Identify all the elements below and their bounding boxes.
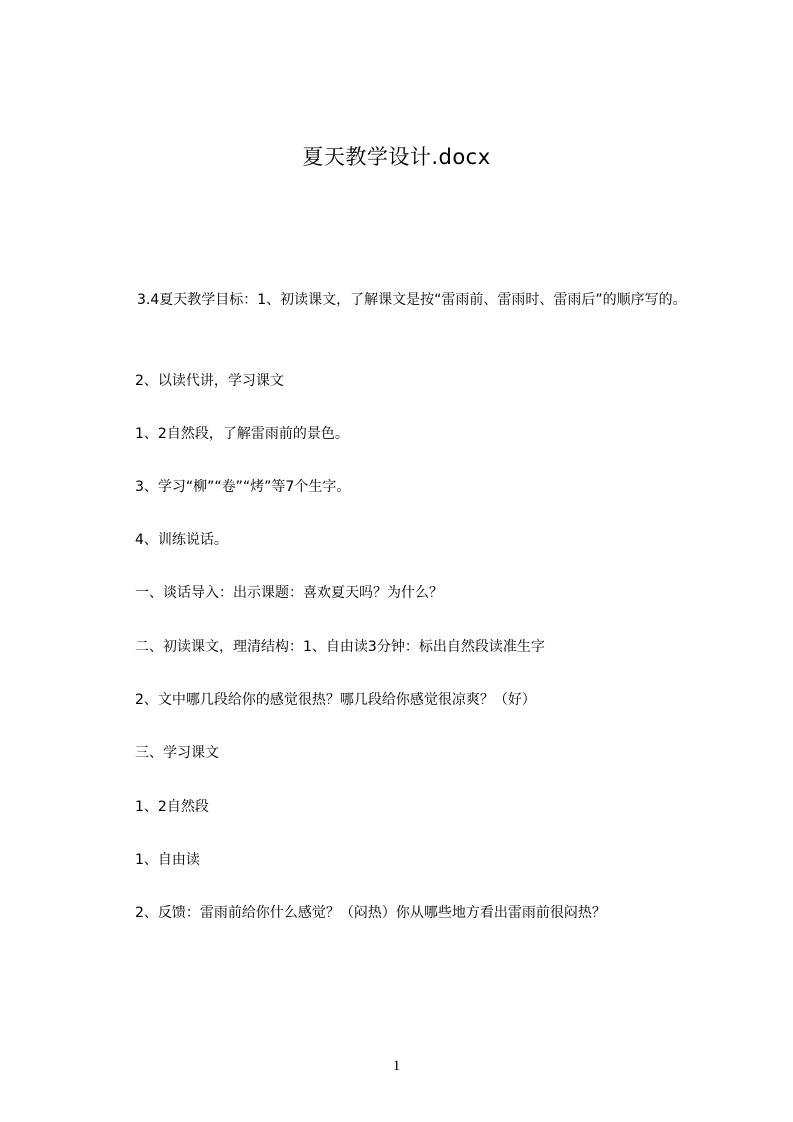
paragraph: 一、谈话导入：出示课题：喜欢夏天吗？为什么？ [135, 585, 443, 601]
paragraph: 1、2自然段，了解雷雨前的景色。 [135, 426, 349, 442]
page-number: 1 [392, 1058, 401, 1074]
paragraph: 3、学习“柳”“卷”“烤”等7个生字。 [135, 479, 351, 495]
paragraph: 2、文中哪几段给你的感觉很热？哪几段给你感觉很凉爽？（好） [135, 692, 536, 708]
paragraph: 1、自由读 [135, 852, 200, 868]
page-title: 夏天教学设计.docx [302, 145, 491, 169]
paragraph: 1、2自然段 [135, 799, 209, 815]
paragraph: 4、训练说话。 [135, 532, 228, 548]
paragraph: 二、初读课文，理清结构：1、自由读3分钟：标出自然段读准生字 [135, 639, 545, 655]
paragraph: 三、学习课文 [135, 745, 219, 761]
paragraph: 2、以读代讲，学习课文 [135, 373, 284, 389]
paragraph: 2、反馈：雷雨前给你什么感觉？（闷热）你从哪些地方看出雷雨前很闷热？ [135, 905, 606, 921]
paragraph-objectives: 3.4夏天教学目标：1、初读课文，了解课文是按“雷雨前、雷雨时、雷雨后”的顺序写的。 [137, 292, 687, 308]
